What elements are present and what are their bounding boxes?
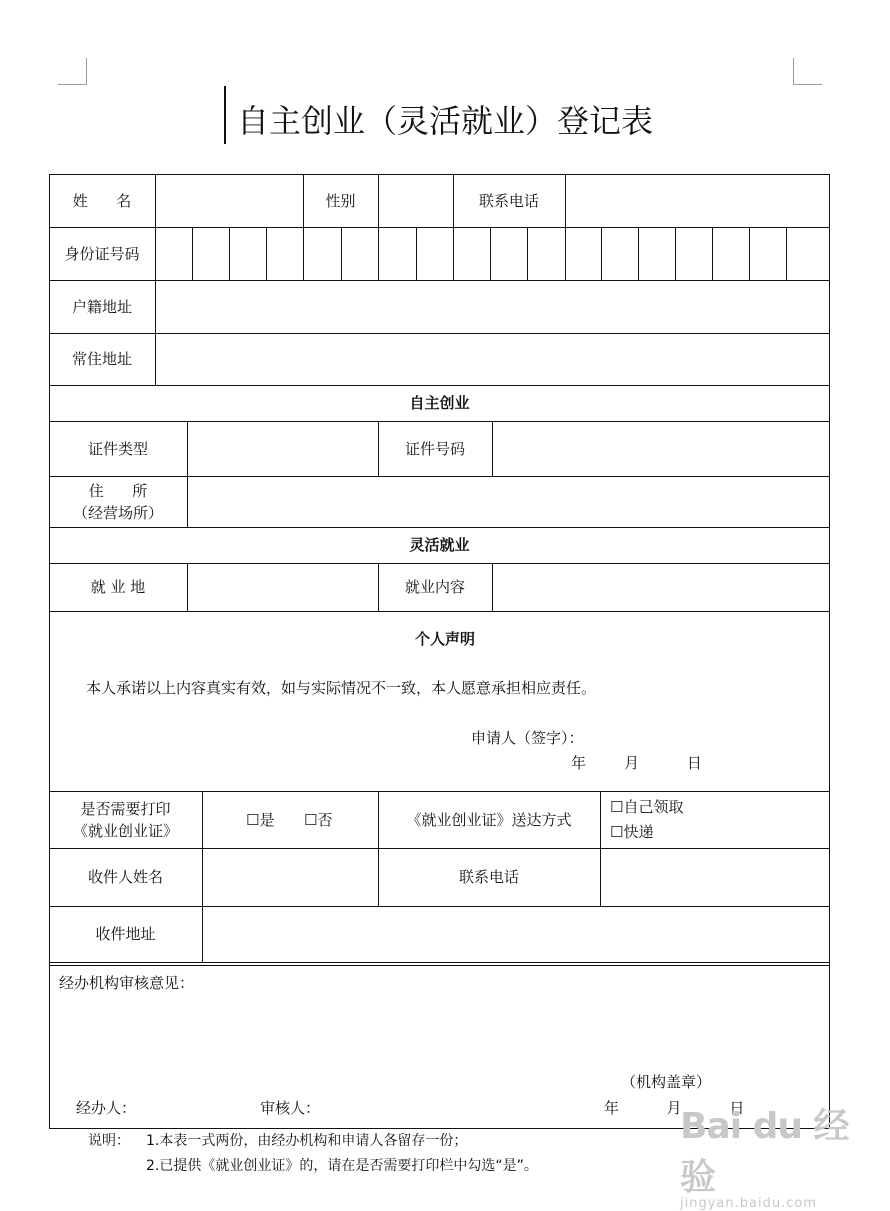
recipient-address-field[interactable] xyxy=(203,907,830,962)
watermark-url: jingyan.baidu.com xyxy=(680,1196,817,1211)
name-label: 姓 名 xyxy=(72,191,132,210)
baidu-jingyan-watermark xyxy=(680,1098,850,1211)
row-divider xyxy=(49,965,830,966)
cert-number-label: 证件号码 xyxy=(404,439,465,458)
page-title: 自主创业（灵活就业）登记表 xyxy=(236,102,653,140)
business-address-label-line1: 住 所 xyxy=(88,481,148,500)
recipient-address-label: 收件地址 xyxy=(95,925,156,943)
self-employment-section-title: 自主创业 xyxy=(409,394,470,412)
name-field[interactable] xyxy=(156,175,303,227)
phone-label: 联系电话 xyxy=(478,191,539,210)
signature-label: 申请人（签字）： xyxy=(471,729,584,747)
print-yes-checkbox[interactable]: ☐是 xyxy=(246,811,275,829)
notes-label: 说明： xyxy=(88,1133,130,1149)
recipient-phone-field[interactable] xyxy=(601,849,830,906)
recipient-phone-label: 联系电话 xyxy=(458,868,519,886)
review-opinion-field[interactable] xyxy=(50,996,829,1066)
print-question-line2: 《就业创业证》 xyxy=(72,821,178,840)
employment-content-label: 就业内容 xyxy=(404,578,465,596)
phone-field[interactable] xyxy=(566,175,830,227)
print-question-line1: 是否需要打印 xyxy=(80,799,171,818)
id-number-label: 身份证号码 xyxy=(64,244,140,263)
handler-label: 经办人： xyxy=(76,1099,137,1117)
signature-field[interactable] xyxy=(592,724,792,750)
employment-content-field[interactable] xyxy=(493,564,830,611)
institution-stamp-label: （机构盖章） xyxy=(621,1073,712,1091)
employment-location-field[interactable] xyxy=(188,564,378,611)
delivery-method-label: 《就业创业证》送达方式 xyxy=(406,810,572,829)
flexible-employment-section-title: 灵活就业 xyxy=(409,536,470,554)
print-no-checkbox[interactable]: ☐否 xyxy=(304,811,333,829)
reviewer-label: 审核人： xyxy=(260,1099,321,1117)
watermark-logo: Bai du 经验 xyxy=(680,1106,849,1198)
crop-mark-top-right xyxy=(793,58,822,85)
residence-address-field[interactable] xyxy=(156,334,830,385)
cert-type-field[interactable] xyxy=(188,422,378,476)
gender-label: 性别 xyxy=(325,191,356,210)
declaration-title: 个人声明 xyxy=(414,630,475,648)
employment-location-label: 就 业 地 xyxy=(90,578,146,596)
recipient-name-label: 收件人姓名 xyxy=(87,868,163,886)
crop-mark-top-left xyxy=(58,58,87,85)
declaration-date: 年 月 日 xyxy=(571,754,702,772)
self-pickup-checkbox[interactable]: ☐自己领取 xyxy=(610,798,684,816)
gender-field[interactable] xyxy=(379,175,453,227)
row-divider xyxy=(49,611,830,612)
review-opinion-label: 经办机构审核意见： xyxy=(59,974,195,992)
express-checkbox[interactable]: ☐快递 xyxy=(610,823,654,841)
hukou-address-field[interactable] xyxy=(156,281,830,333)
residence-address-label: 常住地址 xyxy=(71,350,132,368)
cert-number-field[interactable] xyxy=(493,422,830,476)
id-number-field[interactable] xyxy=(156,228,830,280)
recipient-name-field[interactable] xyxy=(203,849,378,906)
review-date: 年 月 日 xyxy=(604,1099,745,1117)
note-2: 2.已提供《就业创业证》的，请在是否需要打印栏中勾选“是”。 xyxy=(146,1158,538,1174)
note-1: 1.本表一式两份，由经办机构和申请人各留存一份； xyxy=(146,1133,468,1149)
business-address-label xyxy=(49,476,187,527)
hukou-address-label: 户籍地址 xyxy=(71,297,132,316)
business-address-label-line2: （经营场所） xyxy=(72,503,163,522)
declaration-text: 本人承诺以上内容真实有效，如与实际情况不一致，本人愿意承担相应责任。 xyxy=(86,679,597,697)
print-question-label xyxy=(49,791,202,848)
row-divider xyxy=(49,962,830,963)
business-address-field[interactable] xyxy=(188,477,830,527)
cert-type-label: 证件类型 xyxy=(87,439,148,458)
